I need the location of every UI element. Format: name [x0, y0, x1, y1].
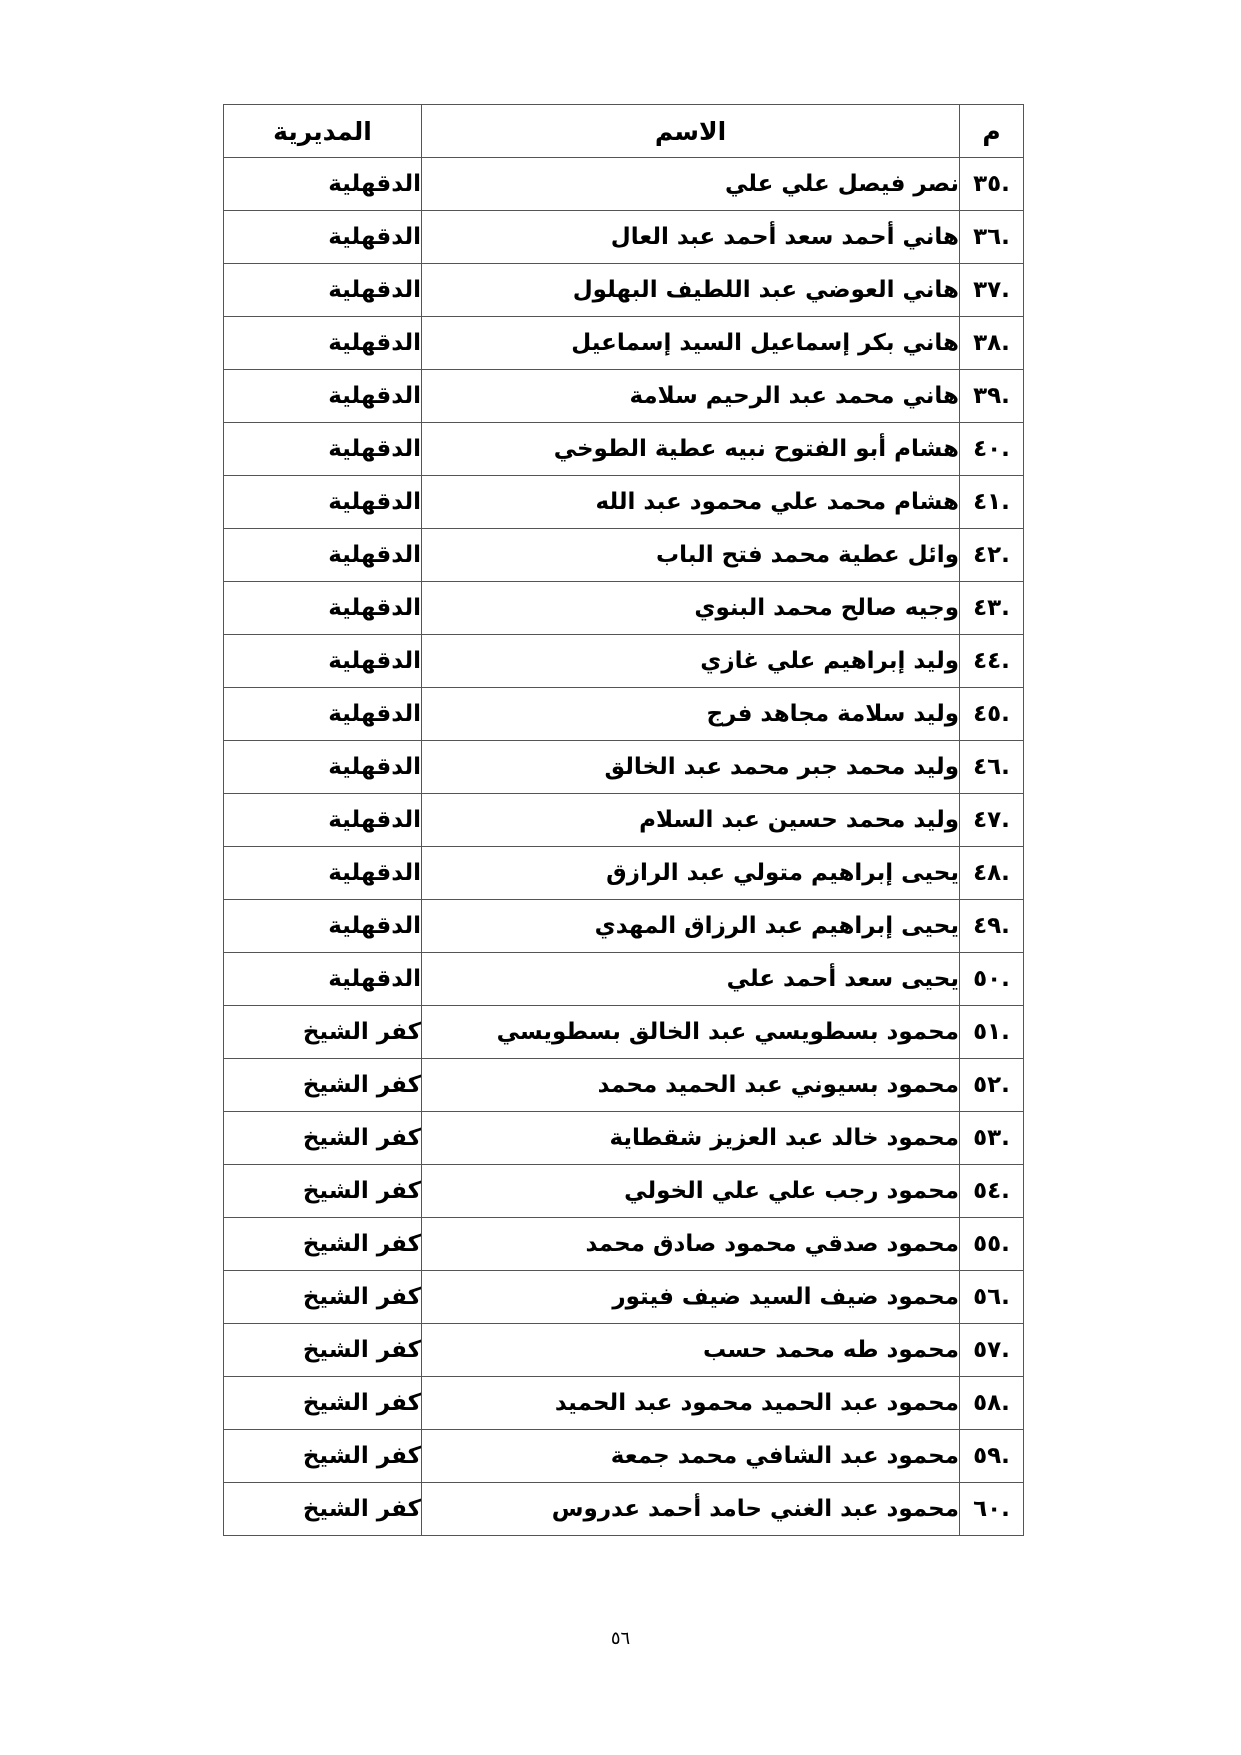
- row-number: .٥٨: [960, 1377, 1024, 1430]
- row-directorate: كفر الشيخ: [224, 1324, 422, 1377]
- row-number: .٥٢: [960, 1059, 1024, 1112]
- row-directorate: كفر الشيخ: [224, 1059, 422, 1112]
- table-row: [224, 635, 1024, 688]
- row-directorate: كفر الشيخ: [224, 1271, 422, 1324]
- row-name: محمود عبد الشافي محمد جمعة: [422, 1430, 960, 1483]
- row-number: .٣٦: [960, 211, 1024, 264]
- table-row: [224, 1165, 1024, 1218]
- row-name: وليد محمد جبر محمد عبد الخالق: [422, 741, 960, 794]
- table-row: [224, 1006, 1024, 1059]
- row-directorate: الدقهلية: [224, 741, 422, 794]
- row-name: محمود عبد الحميد محمود عبد الحميد: [422, 1377, 960, 1430]
- row-number: .٥٦: [960, 1271, 1024, 1324]
- row-name: محمود بسيوني عبد الحميد محمد: [422, 1059, 960, 1112]
- row-directorate: كفر الشيخ: [224, 1430, 422, 1483]
- row-directorate: الدقهلية: [224, 582, 422, 635]
- row-directorate: كفر الشيخ: [224, 1483, 422, 1536]
- table-row: [224, 688, 1024, 741]
- row-directorate: الدقهلية: [224, 211, 422, 264]
- row-number: .٥٤: [960, 1165, 1024, 1218]
- table-header-row: [224, 105, 1024, 158]
- row-name: وائل عطية محمد فتح الباب: [422, 529, 960, 582]
- row-name: محمود خالد عبد العزيز شقطاية: [422, 1112, 960, 1165]
- row-number: .٤٧: [960, 794, 1024, 847]
- row-directorate: الدقهلية: [224, 635, 422, 688]
- row-name: محمود صدقي محمود صادق محمد: [422, 1218, 960, 1271]
- row-name: محمود ضيف السيد ضيف فيتور: [422, 1271, 960, 1324]
- document-page: [223, 104, 1023, 1536]
- table-row: [224, 1059, 1024, 1112]
- row-number: .٤٢: [960, 529, 1024, 582]
- table-row: [224, 1112, 1024, 1165]
- table-row: [224, 264, 1024, 317]
- table-row: [224, 1430, 1024, 1483]
- row-directorate: الدقهلية: [224, 264, 422, 317]
- row-name: هاني أحمد سعد أحمد عبد العال: [422, 211, 960, 264]
- row-directorate: الدقهلية: [224, 953, 422, 1006]
- row-number: .٥٩: [960, 1430, 1024, 1483]
- page-number: ٥٦: [610, 1628, 631, 1649]
- row-number: .٥٣: [960, 1112, 1024, 1165]
- row-directorate: الدقهلية: [224, 900, 422, 953]
- row-number: .٥٧: [960, 1324, 1024, 1377]
- row-directorate: الدقهلية: [224, 794, 422, 847]
- row-name: هاني بكر إسماعيل السيد إسماعيل: [422, 317, 960, 370]
- table-row: [224, 1483, 1024, 1536]
- row-number: .٤٦: [960, 741, 1024, 794]
- row-directorate: الدقهلية: [224, 423, 422, 476]
- table-row: [224, 158, 1024, 211]
- row-number: .٣٧: [960, 264, 1024, 317]
- table-row: [224, 794, 1024, 847]
- row-name: وليد إبراهيم علي غازي: [422, 635, 960, 688]
- table-row: [224, 211, 1024, 264]
- row-number: .٤٣: [960, 582, 1024, 635]
- row-directorate: الدقهلية: [224, 370, 422, 423]
- row-directorate: الدقهلية: [224, 317, 422, 370]
- names-table: [223, 104, 1024, 1536]
- row-directorate: الدقهلية: [224, 847, 422, 900]
- table-row: [224, 1218, 1024, 1271]
- row-name: هاني العوضي عبد اللطيف البهلول: [422, 264, 960, 317]
- row-number: .٤١: [960, 476, 1024, 529]
- table-row: [224, 582, 1024, 635]
- row-name: محمود بسطويسي عبد الخالق بسطويسي: [422, 1006, 960, 1059]
- row-name: وجيه صالح محمد البنوي: [422, 582, 960, 635]
- row-name: وليد محمد حسين عبد السلام: [422, 794, 960, 847]
- row-directorate: الدقهلية: [224, 158, 422, 211]
- row-directorate: كفر الشيخ: [224, 1377, 422, 1430]
- row-name: هشام محمد علي محمود عبد الله: [422, 476, 960, 529]
- row-directorate: كفر الشيخ: [224, 1165, 422, 1218]
- row-name: محمود عبد الغني حامد أحمد عدروس: [422, 1483, 960, 1536]
- table-row: [224, 423, 1024, 476]
- row-number: .٤٩: [960, 900, 1024, 953]
- row-directorate: كفر الشيخ: [224, 1112, 422, 1165]
- row-name: محمود طه محمد حسب: [422, 1324, 960, 1377]
- table-row: [224, 1377, 1024, 1430]
- table-row: [224, 529, 1024, 582]
- row-name: نصر فيصل علي علي: [422, 158, 960, 211]
- header-directorate: المديرية: [224, 105, 422, 158]
- row-number: .٦٠: [960, 1483, 1024, 1536]
- table-row: [224, 900, 1024, 953]
- row-directorate: كفر الشيخ: [224, 1218, 422, 1271]
- table-row: [224, 741, 1024, 794]
- row-directorate: الدقهلية: [224, 529, 422, 582]
- row-name: هاني محمد عبد الرحيم سلامة: [422, 370, 960, 423]
- header-number: م: [960, 105, 1024, 158]
- row-number: .٥٠: [960, 953, 1024, 1006]
- row-number: .٤٠: [960, 423, 1024, 476]
- row-name: محمود رجب علي علي الخولي: [422, 1165, 960, 1218]
- row-number: .٣٥: [960, 158, 1024, 211]
- row-directorate: الدقهلية: [224, 688, 422, 741]
- table-row: [224, 476, 1024, 529]
- row-number: .٥٥: [960, 1218, 1024, 1271]
- table-row: [224, 317, 1024, 370]
- table-row: [224, 370, 1024, 423]
- table-row: [224, 1271, 1024, 1324]
- header-name: الاسم: [422, 105, 960, 158]
- row-number: .٤٨: [960, 847, 1024, 900]
- row-name: يحيى سعد أحمد علي: [422, 953, 960, 1006]
- row-name: يحيى إبراهيم عبد الرزاق المهدي: [422, 900, 960, 953]
- row-number: .٤٤: [960, 635, 1024, 688]
- row-number: .٣٨: [960, 317, 1024, 370]
- row-name: يحيى إبراهيم متولي عبد الرازق: [422, 847, 960, 900]
- table-row: [224, 953, 1024, 1006]
- row-name: هشام أبو الفتوح نبيه عطية الطوخي: [422, 423, 960, 476]
- row-number: .٤٥: [960, 688, 1024, 741]
- row-directorate: الدقهلية: [224, 476, 422, 529]
- row-number: .٥١: [960, 1006, 1024, 1059]
- table-body: [224, 158, 1024, 1536]
- table-row: [224, 1324, 1024, 1377]
- row-name: وليد سلامة مجاهد فرج: [422, 688, 960, 741]
- row-directorate: كفر الشيخ: [224, 1006, 422, 1059]
- table-row: [224, 847, 1024, 900]
- row-number: .٣٩: [960, 370, 1024, 423]
